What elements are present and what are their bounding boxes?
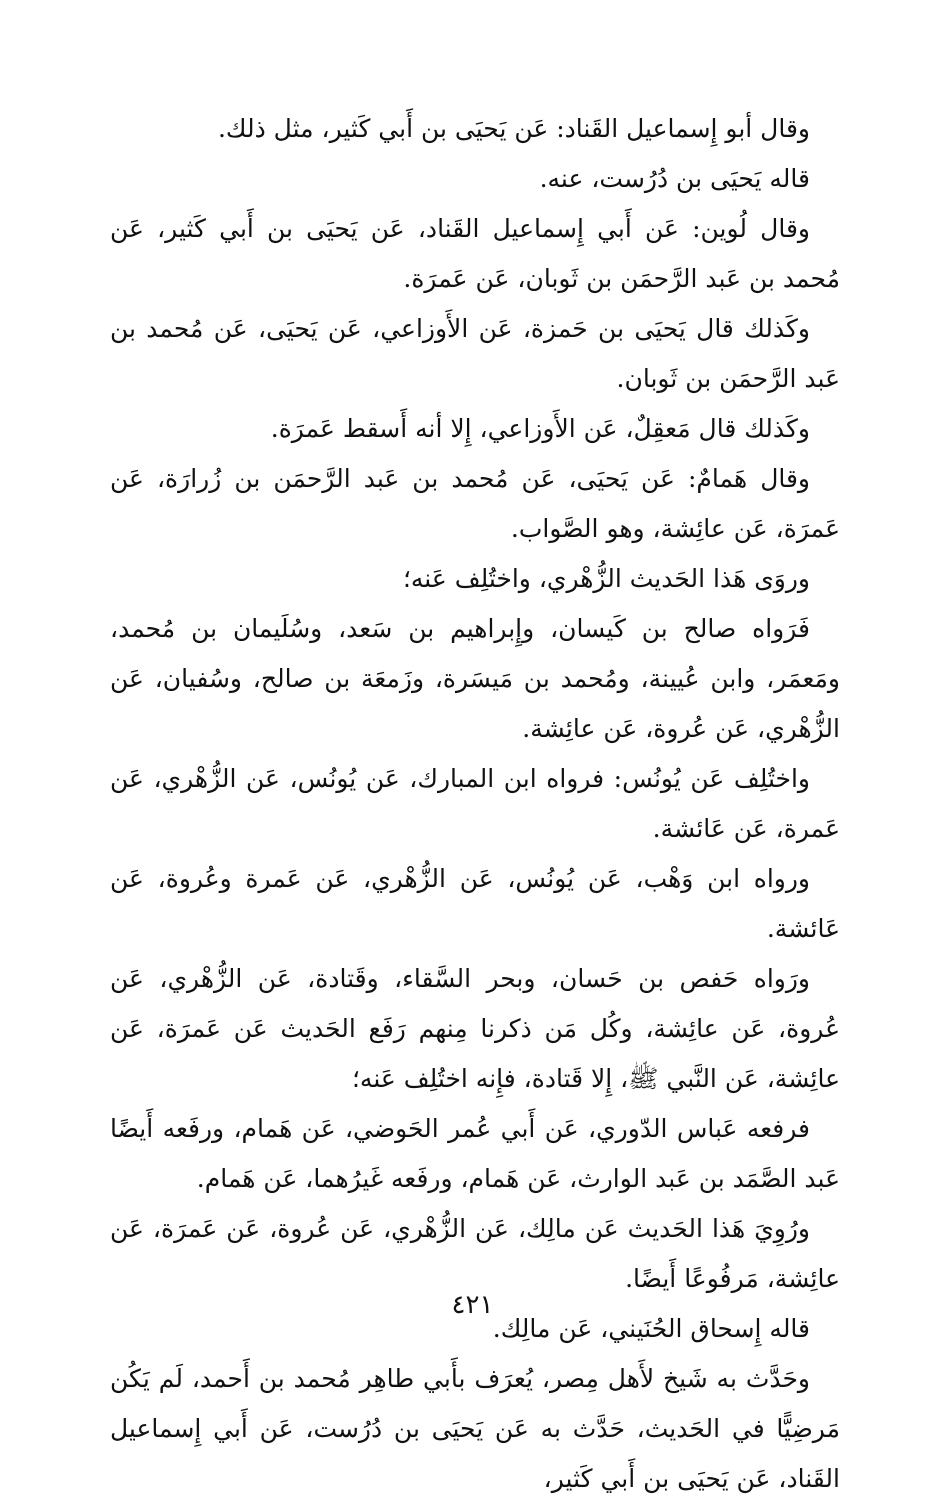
paragraph-7: وروَى هَذا الحَديث الزُّهْري، واختُلِف عَنه؛ — [402, 564, 810, 593]
paragraph-8: فَرَواه صالح بن كَيسان، وإِبراهيم بن سَعد، وسُلَيمان بن مُحمد، ومَعمَر، وابن عُيينة، ومُحمد بن مَيسَرة، وزَمعَة بن صالح، وسُفيان، عَن الزُّهْري، عَن عُروة، عَن عائِشة. — [110, 614, 840, 743]
paragraph-6: وقال هَمامٌ: عَن يَحيَى، عَن مُحمد بن عَبد الرَّحمَن بن زُرارَة، عَن عَمرَة، عَن عائِشة، وهو الصَّواب. — [110, 464, 840, 543]
paragraph-10: ورواه ابن وَهْب، عَن يُونُس، عَن الزُّهْري، عَن عَمرة وعُروة، عَن عَائشة. — [110, 864, 840, 943]
paragraph-3: وقال لُوين: عَن أَبي إِسماعيل القَناد، عَن يَحيَى بن أَبي كَثير، عَن مُحمد بن عَبد الرَّحمَن بن ثَوبان، عَن عَمرَة. — [110, 214, 840, 293]
paragraph-5: وكَذلك قال مَعقِلٌ، عَن الأَوزاعي، إِلا أنه أَسقط عَمرَة. — [270, 414, 810, 443]
paragraph-1: وقال أبو إِسماعيل القَناد: عَن يَحيَى بن أَبي كَثير، مثل ذلك. — [217, 114, 810, 143]
paragraph-14: قاله إِسحاق الحُنَيني، عَن مالِك. — [492, 1314, 810, 1343]
paragraph-2: قاله يَحيَى بن دُرُست، عنه. — [539, 164, 810, 193]
paragraph-9: واختُلِف عَن يُونُس: فرواه ابن المبارك، عَن يُونُس، عَن الزُّهْري، عَن عَمرة، عَن عَائشة. — [110, 764, 840, 843]
paragraph-4: وكَذلك قال يَحيَى بن حَمزة، عَن الأَوزاعي، عَن يَحيَى، عَن مُحمد بن عَبد الرَّحمَن بن ثَوبان. — [110, 314, 840, 393]
paragraph-13: ورُوِيَ هَذا الحَديث عَن مالِك، عَن الزُّهْري، عَن عُروة، عَن عَمرَة، عَن عائِشة، مَرفُوعًا أَيضًا. — [110, 1214, 840, 1293]
paragraph-12: فرفعه عَباس الدّوري، عَن أَبي عُمر الحَوضي، عَن هَمام، ورفَعه أَيضًا عَبد الصَّمَد بن عَبد الوارث، عَن هَمام، ورفَعه غَيرُهما، عَن هَمام. — [110, 1114, 840, 1193]
paragraph-11: ورَواه حَفص بن حَسان، وبحر السَّقاء، وقَتادة، عَن الزُّهْري، عَن عُروة، عَن عائِشة، وكُل مَن ذكرنا مِنهم رَفَع الحَديث عَن عَمرَة، عَن عائِشة، عَن النَّبي ﷺ، إِلا قَتادة، فإِنه اختُلِف عَنه؛ — [110, 964, 840, 1093]
paragraph-15: وحَدَّث به شَيخ لأَهل مِصر، يُعرَف بأَبي طاهِر مُحمد بن أَحمد، لَم يَكُن مَرضِيًّا في الحَديث، حَدَّث به عَن يَحيَى بن دُرُست، عَن أَبي إِسماعيل القَناد، عَن يَحيَى بن أَبي كَثير، — [110, 1364, 840, 1493]
page-number: ٤٢١ — [451, 1290, 494, 1320]
